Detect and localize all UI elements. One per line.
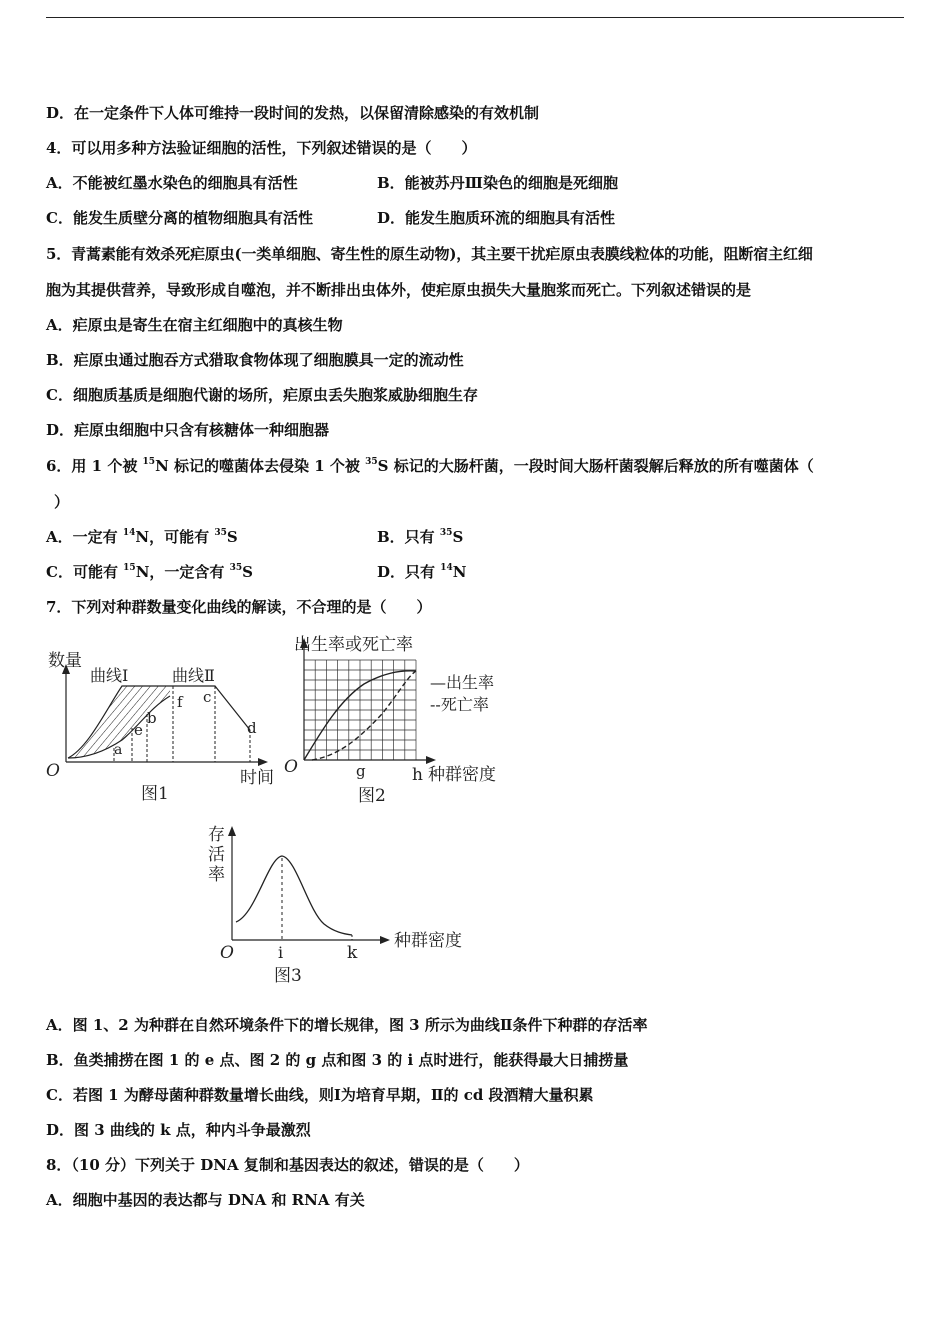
fig1-y-label: 数量 [48,651,82,671]
fig1-point-d: d [247,719,257,737]
figure-2 [282,630,522,810]
fig3-point-k: k [347,943,358,963]
fig1-point-b: b [147,709,157,727]
q4-option-c: C．能发生质壁分离的植物细胞具有活性 [46,209,313,227]
q4-option-a: A．不能被红墨水染色的细胞具有活性 [46,174,298,192]
q4-option-b: B．能被苏丹Ⅲ染色的细胞是死细胞 [377,174,618,192]
q5-option-d: D．疟原虫细胞中只含有核糖体一种细胞器 [46,421,330,439]
q6-stem: 6．用 1 个被 $^{15}$N 标记的噬菌体去侵染 1 个被 $^{35}$S 标记的大肠杆菌，一段时间大肠杆菌裂解后释放的所有噬菌体（ [46,457,814,475]
q5-stem-line2: 胞为其提供营养，导致形成自噬泡，并不断排出虫体外，使疟原虫损失大量胞浆而死亡。下列叙述错误的是 [46,281,752,299]
fig3-y-label-2: 活 [208,845,225,865]
fig2-x-label: 种群密度 [428,765,496,785]
q7-option-b: B．鱼类捕捞在图 1 的 e 点、图 2 的 g 点和图 3 的 i 点时进行，能获得最大日捕捞量 [46,1051,629,1069]
q8-stem: 8．（10 分）下列关于 DNA 复制和基因表达的叙述，错误的是（ ） [46,1156,529,1174]
q5-stem-line1: 5．青蒿素能有效杀死疟原虫(一类单细胞、寄生性的原生动物)，其主要干扰疟原虫表膜线粒体的功能，阻断宿主红细 [46,245,813,263]
q6-stem-bracket: ） [54,493,70,511]
fig3-point-i: i [278,943,284,962]
q7-option-a: A．图 1、2 为种群在自然环境条件下的增长规律，图 3 所示为曲线Ⅱ条件下种群的存活率 [46,1016,648,1034]
fig2-grid [304,660,416,760]
q4-option-d: D．能发生胞质环流的细胞具有活性 [377,209,616,227]
fig3-y-label-1: 存 [208,825,225,845]
fig1-point-a: a [114,742,123,758]
q6-option-c: C．可能有 $^{15}$N，一定含有 $^{35}$S [46,563,254,581]
q6-option-b: B．只有 $^{35}$S [377,528,464,546]
q7-stem: 7．下列对种群数量变化曲线的解读，不合理的是（ ） [46,598,432,616]
q5-option-c: C．细胞质基质是细胞代谢的场所，疟原虫丢失胞浆威胁细胞生存 [46,386,478,404]
fig2-legend-birth: —出生率 [430,673,495,692]
fig3-origin: O [220,943,234,963]
q7-option-d: D．图 3 曲线的 k 点，种内斗争最激烈 [46,1121,311,1139]
fig1-caption: 图1 [141,784,169,804]
q4-stem: 4．可以用多种方法验证细胞的活性，下列叙述错误的是（ ） [46,139,477,157]
fig1-curve-2-label: 曲线Ⅱ [172,666,215,685]
fig2-origin: O [284,757,298,777]
fig1-origin: O [46,761,60,781]
fig2-y-label: 出生率或死亡率 [294,635,413,655]
fig2-legend-death: --死亡率 [430,695,489,714]
fig2-point-h: h [412,765,423,785]
fig3-survival-curve [236,856,352,935]
fig1-point-f: f [177,693,183,711]
q6-option-a: A．一定有 $^{14}$N，可能有 $^{35}$S [46,528,238,546]
figure-1 [40,640,290,810]
fig1-point-c: c [203,688,212,706]
fig2-caption: 图2 [358,786,386,806]
fig3-caption: 图3 [274,966,302,986]
fig1-curve-1-label: 曲线Ⅰ [90,666,129,685]
fig3-y-label-3: 率 [208,865,225,885]
fig1-point-e: e [134,721,143,739]
figure-3 [200,818,480,990]
fig1-x-arrow [258,758,268,766]
q5-option-a: A．疟原虫是寄生在宿主红细胞中的真核生物 [46,316,343,334]
fig1-x-label: 时间 [240,768,274,788]
q3-option-d: D．在一定条件下人体可维持一段时间的发热，以保留清除感染的有效机制 [46,104,540,122]
header-rule [46,17,904,18]
q8-option-a: A．细胞中基因的表达都与 DNA 和 RNA 有关 [46,1191,365,1209]
fig3-x-label: 种群密度 [394,931,462,951]
q7-option-c: C．若图 1 为酵母菌种群数量增长曲线，则Ⅰ为培育早期，Ⅱ的 cd 段酒精大量积累 [46,1086,594,1104]
q5-option-b: B．疟原虫通过胞吞方式猎取食物体现了细胞膜具一定的流动性 [46,351,464,369]
fig2-point-g: g [356,762,366,780]
q6-option-d: D．只有 $^{14}$N [377,563,467,581]
